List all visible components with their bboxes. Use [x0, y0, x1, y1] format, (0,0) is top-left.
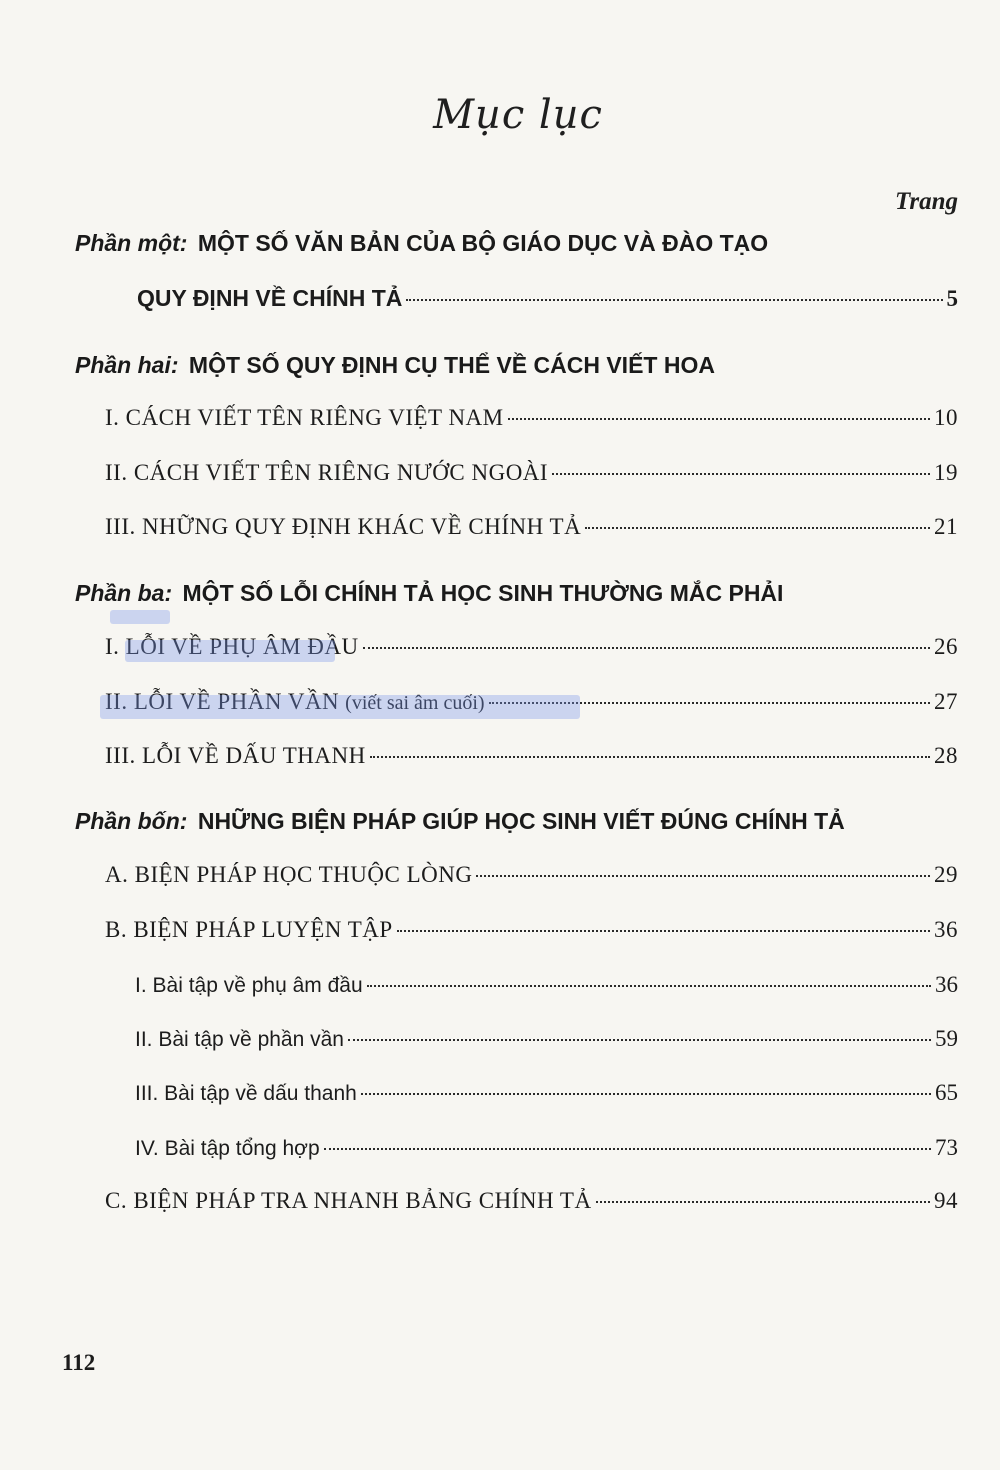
section-heading-part-4 — [75, 808, 845, 835]
dot-leader — [552, 473, 930, 475]
toc-entry-page: 27 — [934, 689, 958, 714]
toc-entry-text: I. Bài tập về phụ âm đầu — [135, 974, 363, 997]
toc-entry[interactable] — [105, 917, 958, 943]
section-title: MỘT SỐ VĂN BẢN CỦA BỘ GIÁO DỤC VÀ ĐÀO TẠO — [197, 230, 769, 256]
toc-entry[interactable] — [135, 1080, 958, 1106]
toc-entry[interactable] — [105, 743, 958, 769]
toc-entry-text: B. BIỆN PHÁP LUYỆN TẬP — [105, 917, 393, 942]
section-title: MỘT SỐ LỖI CHÍNH TẢ HỌC SINH THƯỜNG MẮC PHẢI — [182, 580, 784, 606]
toc-entry-text: III. NHỮNG QUY ĐỊNH KHÁC VỀ CHÍNH TẢ — [105, 514, 582, 539]
toc-entry[interactable] — [105, 460, 958, 486]
toc-entry[interactable] — [135, 1026, 958, 1052]
toc-entry-page: 26 — [934, 634, 958, 659]
toc-entry-page: 94 — [934, 1188, 958, 1213]
dot-leader — [361, 1093, 931, 1095]
dot-leader — [370, 756, 930, 758]
page-column-header: Trang — [895, 188, 958, 215]
page-number: 112 — [62, 1350, 96, 1375]
toc-entry-text: II. CÁCH VIẾT TÊN RIÊNG NƯỚC NGOÀI — [105, 460, 549, 485]
dot-leader — [508, 418, 930, 420]
toc-entry-page: 65 — [935, 1080, 958, 1105]
dot-leader — [489, 702, 930, 704]
toc-entry[interactable] — [105, 405, 958, 431]
section-label: Phần bốn: — [75, 808, 188, 834]
section-title: NHỮNG BIỆN PHÁP GIÚP HỌC SINH VIẾT ĐÚNG CHÍNH TẢ — [197, 808, 845, 834]
dot-leader — [324, 1148, 931, 1150]
toc-entry[interactable] — [135, 972, 958, 998]
toc-entry-page: 59 — [935, 1026, 958, 1051]
section-label: Phần ba: — [75, 580, 173, 606]
toc-entry[interactable] — [105, 689, 958, 715]
section-title: MỘT SỐ QUY ĐỊNH CỤ THỂ VỀ CÁCH VIẾT HOA — [188, 352, 715, 378]
toc-entry-page: 10 — [934, 405, 958, 430]
dot-leader — [585, 527, 930, 529]
toc-entry-page: 36 — [934, 917, 958, 942]
toc-entry[interactable] — [105, 1188, 958, 1214]
toc-entry-page: 5 — [946, 286, 958, 311]
dot-leader — [406, 299, 942, 301]
dot-leader — [348, 1039, 931, 1041]
toc-entry-text: III. Bài tập về dấu thanh — [135, 1082, 357, 1105]
toc-entry[interactable] — [137, 285, 958, 312]
toc-entry-page: 21 — [934, 514, 958, 539]
section-heading-part-1 — [75, 230, 768, 257]
toc-entry-text: III. LỖI VỀ DẤU THANH — [105, 743, 366, 768]
toc-entry-text: I. LỖI VỀ PHỤ ÂM ĐẦU — [105, 634, 359, 659]
dot-leader — [363, 647, 930, 649]
dot-leader — [596, 1201, 930, 1203]
section-heading-part-2 — [75, 352, 715, 379]
toc-entry[interactable] — [135, 1135, 958, 1161]
toc-entry-page: 28 — [934, 743, 958, 768]
section-heading-part-3 — [75, 580, 783, 607]
toc-entry-page: 73 — [935, 1135, 958, 1160]
toc-entry-text: II. Bài tập về phần vần — [135, 1028, 344, 1051]
toc-entry-note: (viết sai âm cuối) — [345, 692, 485, 714]
section-label: Phần một: — [75, 230, 188, 256]
toc-entry[interactable] — [105, 514, 958, 540]
dot-leader — [367, 985, 931, 987]
section-label: Phần hai: — [75, 352, 179, 378]
toc-entry-text: II. LỖI VỀ PHẦN VẦN — [105, 689, 340, 714]
dot-leader — [397, 930, 930, 932]
toc-entry-text: C. BIỆN PHÁP TRA NHANH BẢNG CHÍNH TẢ — [105, 1188, 592, 1213]
toc-entry-text: QUY ĐỊNH VỀ CHÍNH TẢ — [137, 285, 403, 311]
dot-leader — [476, 875, 930, 877]
toc-entry-text: I. CÁCH VIẾT TÊN RIÊNG VIỆT NAM — [105, 405, 504, 430]
toc-entry-text: IV. Bài tập tổng hợp — [135, 1137, 320, 1160]
toc-entry-text: A. BIỆN PHÁP HỌC THUỘC LÒNG — [105, 862, 473, 887]
page-title: Mục lục — [433, 92, 603, 138]
toc-entry-page: 36 — [935, 972, 958, 997]
toc-entry-page: 29 — [934, 862, 958, 887]
toc-entry[interactable] — [105, 862, 958, 888]
toc-entry-page: 19 — [934, 460, 958, 485]
toc-entry[interactable] — [105, 634, 958, 660]
